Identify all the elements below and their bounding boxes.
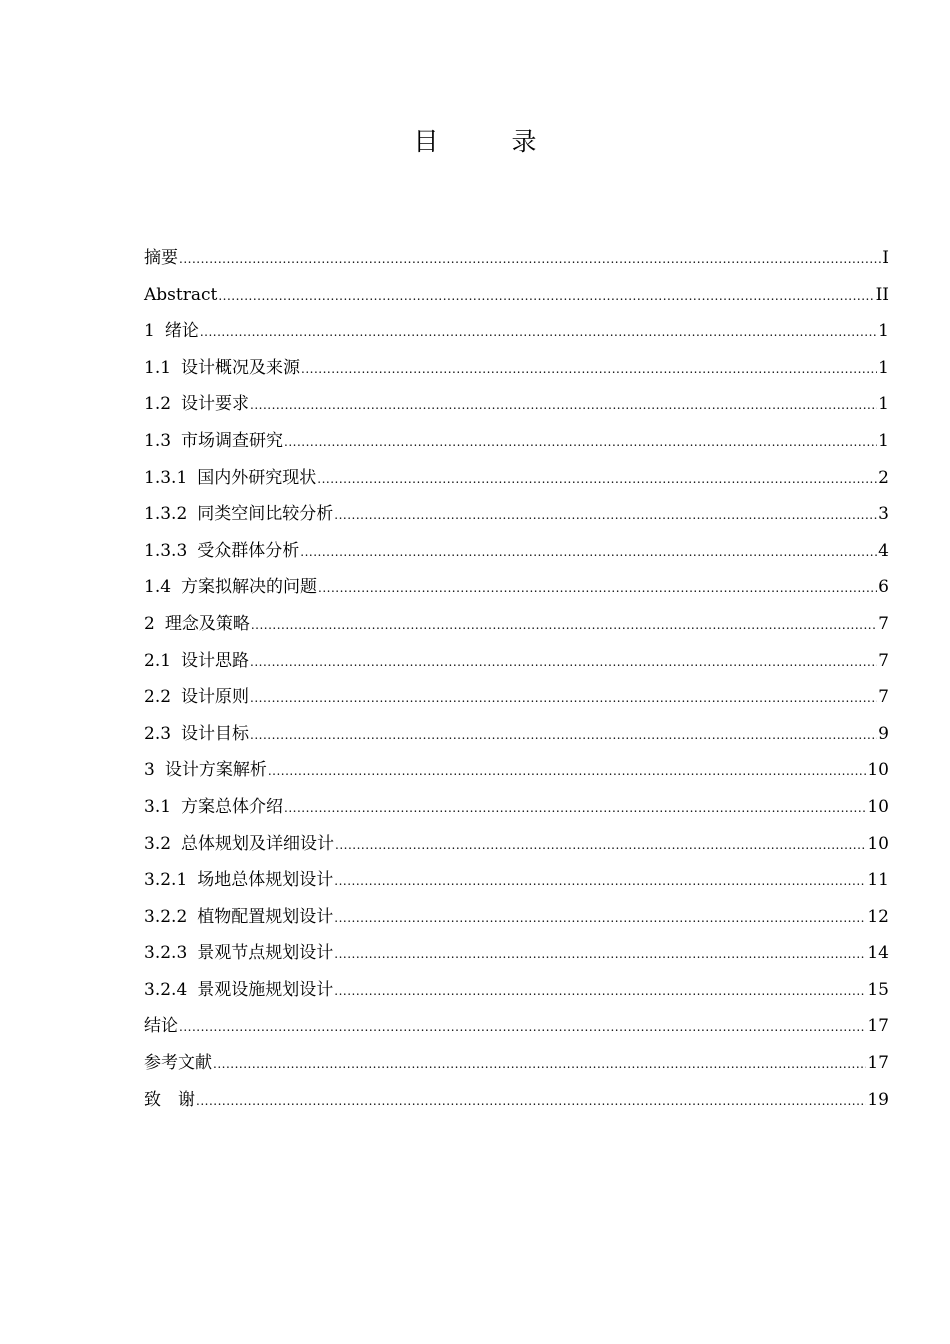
toc-entry-label — [144, 716, 249, 753]
toc-entry[interactable] — [144, 460, 889, 497]
toc-entry-label — [144, 533, 299, 570]
toc-title: 目 录 — [413, 127, 561, 156]
toc-entry-page-number: 10 — [867, 833, 889, 854]
toc-entry-text: 绪论 — [164, 321, 199, 342]
toc-entry[interactable] — [144, 569, 889, 606]
toc-entry-number: 1.2 — [144, 394, 172, 415]
toc-entry-page-number: 10 — [867, 760, 889, 781]
toc-entry-text: 摘要 — [144, 248, 178, 268]
toc-entry[interactable] — [144, 1082, 889, 1119]
toc-entry-number: 1.3.2 — [144, 504, 188, 525]
toc-entry-label — [144, 350, 300, 387]
toc-entry-number: 1.3.3 — [144, 540, 188, 561]
toc-entry-text: 理念及策略 — [164, 613, 250, 634]
toc-entry-number: 3 — [144, 760, 155, 781]
toc-dot-leader — [334, 497, 877, 534]
toc-entry-number: 2.2 — [144, 687, 172, 708]
toc-entry-page-number: 1 — [878, 321, 889, 342]
toc-entry[interactable] — [144, 716, 889, 753]
toc-dot-leader — [284, 790, 866, 827]
toc-entry-page-number: II — [875, 284, 889, 305]
toc-entry-text: 同类空间比较分析 — [197, 504, 334, 525]
toc-entry[interactable] — [144, 386, 889, 423]
toc-entry-label — [144, 789, 283, 826]
toc-entry-page-number: 7 — [878, 650, 889, 671]
toc-entry-number: 3.2.2 — [144, 906, 188, 927]
toc-entry-page-number: 1 — [878, 394, 889, 415]
toc-entry-text: 植物配置规划设计 — [197, 906, 334, 927]
toc-entry-text: 受众群体分析 — [197, 540, 300, 561]
toc-entry[interactable] — [144, 1008, 889, 1045]
toc-entry-number: 2.3 — [144, 723, 172, 744]
toc-entry-page-number: 1 — [878, 357, 889, 378]
toc-entry-number: 1.3.1 — [144, 467, 188, 488]
toc-entry-label — [144, 752, 267, 789]
toc-entry-number: 3.2.4 — [144, 979, 188, 1000]
toc-entry-text: 设计方案解析 — [164, 760, 267, 781]
toc-entry-text: 场地总体规划设计 — [197, 870, 334, 891]
toc-entry-text: 景观节点规划设计 — [197, 943, 334, 964]
toc-entry-number: 3.2.3 — [144, 943, 188, 964]
toc-entry[interactable] — [144, 533, 889, 570]
toc-dot-leader — [335, 827, 866, 864]
toc-entry[interactable] — [144, 423, 889, 460]
toc-entry[interactable] — [144, 1045, 889, 1082]
toc-entry-page-number: 10 — [867, 796, 889, 817]
toc-entry-label — [144, 313, 199, 350]
toc-entry-number: 1 — [144, 321, 155, 342]
toc-entry-page-number: 12 — [867, 906, 889, 927]
toc-entry-number: 1.4 — [144, 577, 172, 598]
toc-entry-page-number: 15 — [867, 979, 889, 1000]
toc-entry[interactable] — [144, 643, 889, 680]
toc-entry-label — [144, 606, 250, 643]
toc-entry-label — [144, 679, 249, 716]
toc-entry-page-number: 7 — [878, 687, 889, 708]
toc-entry-number: 1.1 — [144, 357, 172, 378]
toc-dot-leader — [179, 1009, 866, 1046]
toc-entry-label — [144, 386, 249, 423]
toc-entry-text: 景观设施规划设计 — [197, 979, 334, 1000]
toc-entry-number: 3.2 — [144, 833, 172, 854]
toc-entry-page-number: 7 — [878, 613, 889, 634]
toc-entry[interactable] — [144, 862, 889, 899]
toc-dot-leader — [268, 753, 867, 790]
toc-entry-text: 方案总体介绍 — [181, 796, 284, 817]
toc-dot-leader — [251, 607, 877, 644]
toc-entry-page-number: 14 — [867, 943, 889, 964]
toc-entry-text: 设计目标 — [181, 723, 250, 744]
toc-entry-text: 市场调查研究 — [181, 430, 284, 451]
toc-entry-number: 2 — [144, 613, 155, 634]
toc-entry-label — [144, 643, 249, 680]
toc-entry-label — [144, 972, 333, 1009]
toc-entry[interactable] — [144, 752, 889, 789]
toc-dot-leader — [300, 534, 877, 571]
toc-entry-page-number: 17 — [867, 1053, 889, 1074]
toc-entry-page-number: 1 — [878, 430, 889, 451]
toc-entry-page-number: 2 — [878, 467, 889, 488]
toc-entry-label — [144, 423, 283, 460]
toc-entry[interactable] — [144, 789, 889, 826]
toc-entry-page-number: I — [882, 248, 889, 268]
toc-entry-page-number: 9 — [878, 723, 889, 744]
toc-entry-label — [144, 935, 333, 972]
toc-entry-text: 致 谢 — [144, 1089, 195, 1110]
toc-dot-leader — [200, 314, 877, 351]
toc-entry-number: 1.3 — [144, 430, 172, 451]
toc-entry-number: 3.1 — [144, 796, 172, 817]
toc-entry[interactable] — [144, 899, 889, 936]
toc-entry[interactable] — [144, 972, 889, 1009]
toc-entry-label — [144, 1082, 195, 1119]
toc-list — [144, 240, 889, 1118]
toc-dot-leader — [179, 241, 881, 278]
toc-entry-label — [144, 1008, 178, 1045]
toc-dot-leader — [318, 570, 877, 607]
toc-entry-label — [144, 1045, 212, 1082]
toc-entry-text: 设计原则 — [181, 687, 250, 708]
toc-dot-leader — [334, 973, 866, 1010]
toc-entry-page-number: 3 — [878, 504, 889, 525]
toc-dot-leader — [196, 1083, 866, 1120]
toc-entry-label — [144, 240, 178, 277]
toc-dot-leader — [334, 863, 866, 900]
toc-entry-text: 设计思路 — [181, 650, 250, 671]
toc-entry-text: 方案拟解决的问题 — [181, 577, 318, 598]
toc-dot-leader — [250, 717, 877, 754]
toc-dot-leader — [334, 936, 866, 973]
toc-entry[interactable] — [144, 277, 889, 314]
toc-entry-text: Abstract — [144, 284, 218, 305]
toc-dot-leader — [213, 1046, 866, 1083]
toc-entry-text: 设计要求 — [181, 394, 250, 415]
toc-dot-leader — [250, 387, 877, 424]
toc-entry-number: 2.1 — [144, 650, 172, 671]
toc-entry-label — [144, 899, 333, 936]
toc-dot-leader — [301, 351, 877, 388]
toc-entry-text: 参考文献 — [144, 1053, 212, 1074]
toc-entry[interactable] — [144, 826, 889, 863]
toc-entry-text: 国内外研究现状 — [197, 467, 317, 488]
toc-entry[interactable] — [144, 496, 889, 533]
toc-entry-text: 结论 — [144, 1016, 178, 1037]
toc-entry[interactable] — [144, 679, 889, 716]
toc-dot-leader — [218, 278, 874, 315]
toc-entry-label — [144, 496, 333, 533]
toc-entry-label — [144, 826, 334, 863]
toc-entry-page-number: 4 — [878, 540, 889, 561]
toc-entry-label — [144, 569, 317, 606]
toc-entry-label — [144, 460, 316, 497]
toc-entry[interactable] — [144, 313, 889, 350]
toc-entry-text: 总体规划及详细设计 — [181, 833, 335, 854]
toc-entry-label — [144, 862, 333, 899]
toc-entry[interactable] — [144, 240, 889, 277]
toc-dot-leader — [250, 644, 877, 681]
toc-entry-page-number: 6 — [878, 577, 889, 598]
toc-dot-leader — [250, 680, 877, 717]
toc-dot-leader — [284, 424, 877, 461]
toc-dot-leader — [317, 461, 877, 498]
toc-entry-page-number: 17 — [867, 1016, 889, 1037]
toc-entry-number: 3.2.1 — [144, 870, 188, 891]
toc-entry-text: 设计概况及来源 — [181, 357, 301, 378]
toc-entry[interactable] — [144, 935, 889, 972]
toc-entry-page-number: 11 — [867, 870, 889, 891]
toc-dot-leader — [334, 900, 866, 937]
toc-entry-label — [144, 277, 217, 314]
toc-entry[interactable] — [144, 350, 889, 387]
toc-entry[interactable] — [144, 606, 889, 643]
toc-entry-page-number: 19 — [867, 1089, 889, 1110]
